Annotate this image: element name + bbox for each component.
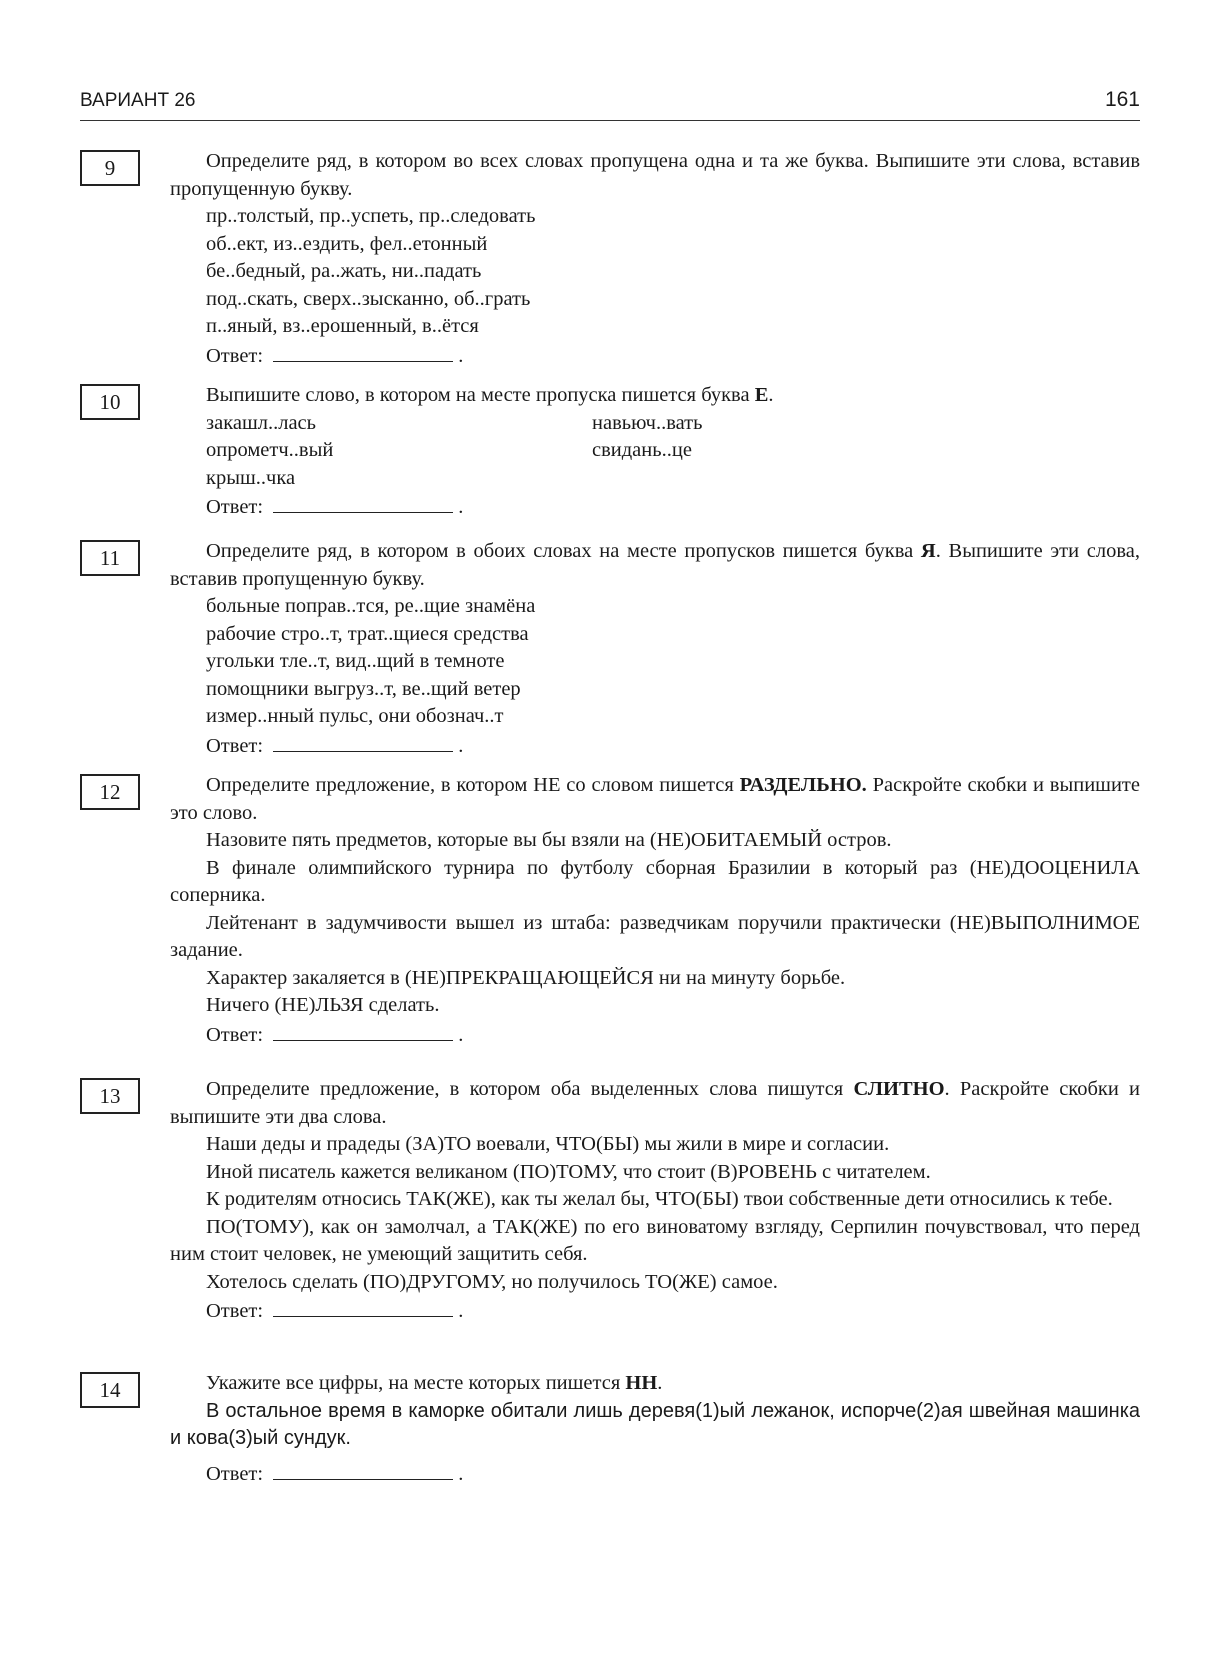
sentence: Хотелось сделать (ПО)ДРУГОМУ, но получилось ТО(ЖЕ) самое. bbox=[206, 1270, 778, 1293]
sentence: Лейтенант в задумчивости вышел из штаба: разведчикам поручили практически (НЕ)ВЫПОЛНИМОЕ задание. bbox=[170, 911, 1140, 961]
list-item: больные поправ..тся, ре..щие знамёна bbox=[206, 595, 536, 617]
list-item: под..скать, сверх..зысканно, об..грать bbox=[206, 287, 531, 310]
answer-input[interactable] bbox=[273, 494, 453, 513]
sentence: К родителям относись ТАК(ЖЕ), как ты желал бы, ЧТО(БЫ) твои собственные дети относились к тебе. bbox=[206, 1188, 1113, 1210]
list-item: крыш..чка bbox=[206, 466, 296, 489]
task-number-box: 12 bbox=[80, 774, 140, 810]
answer-label: Ответ: bbox=[206, 1300, 264, 1322]
sentence: Иной писатель кажется великаном (ПО)ТОМУ, что стоит (В)РОВЕНЬ с читателем. bbox=[206, 1160, 931, 1183]
answer-period: . bbox=[458, 1023, 464, 1046]
list-item: помощники выгруз..т, ве..щий ветер bbox=[206, 677, 521, 700]
list-item: опрометч..вый bbox=[206, 439, 334, 461]
sentence: Наши деды и прадеды (ЗА)ТО воевали, ЧТО(БЫ) мы жили в мире и согласии. bbox=[206, 1133, 890, 1155]
answer-row bbox=[170, 733, 1140, 761]
page-number: 161 bbox=[1104, 88, 1140, 111]
task-number-box: 10 bbox=[80, 384, 140, 420]
answer-label: Ответ: bbox=[206, 1023, 264, 1046]
sentence: Ничего (НЕ)ЛЬЗЯ сделать. bbox=[206, 994, 440, 1016]
list-item: закашл..лась bbox=[206, 411, 316, 434]
word-list bbox=[170, 203, 1140, 341]
answer-row bbox=[170, 494, 1140, 522]
task-number-box: 9 bbox=[80, 150, 140, 186]
task-question: Определите предложение, в котором оба выделенных слова пишутся СЛИТНО. Раскройте скобки и выпишите эти два слова. bbox=[170, 1078, 1141, 1128]
answer-period: . bbox=[458, 496, 464, 518]
answer-input[interactable] bbox=[273, 733, 453, 752]
task-10 bbox=[80, 382, 1140, 522]
sentence: В финале олимпийского турнира по футболу сборная Бразилии в который раз (НЕ)ДООЦЕНИЛА соперника. bbox=[170, 856, 1140, 906]
answer-label: Ответ: bbox=[206, 344, 264, 367]
task-12 bbox=[80, 772, 1140, 1049]
list-item: пр..толстый, пр..успеть, пр..следовать bbox=[206, 205, 536, 227]
answer-row bbox=[170, 1461, 1140, 1489]
answer-row bbox=[170, 1022, 1140, 1050]
answer-input[interactable] bbox=[273, 1298, 453, 1317]
answer-row bbox=[170, 1298, 1140, 1326]
task-question: Определите предложение, в котором НЕ со словом пишется РАЗДЕЛЬНО. Раскройте скобки и выпишите это слово. bbox=[170, 774, 1140, 824]
task-number-box: 11 bbox=[80, 540, 140, 576]
sentence: Назовите пять предметов, которые вы бы взяли на (НЕ)ОБИТАЕМЫЙ остров. bbox=[206, 829, 892, 851]
sentence: Характер закаляется в (НЕ)ПРЕКРАЩАЮЩЕЙСЯ ни на минуту борьбе. bbox=[206, 966, 846, 989]
answer-input[interactable] bbox=[273, 343, 453, 362]
task-13 bbox=[80, 1076, 1140, 1326]
list-item: свидань..це bbox=[592, 439, 692, 461]
task-11 bbox=[80, 538, 1140, 760]
list-item: бе..бедный, ра..жать, ни..падать bbox=[206, 260, 482, 282]
list-item: навьюч..вать bbox=[592, 411, 703, 434]
answer-period: . bbox=[458, 734, 464, 757]
task-14 bbox=[80, 1370, 1140, 1488]
task-number-box: 14 bbox=[80, 1372, 140, 1408]
task-question: Выпишите слово, в котором на месте пропуска пишется буква Е. bbox=[206, 384, 774, 406]
sentence: ПО(ТОМУ), как он замолчал, а ТАК(ЖЕ) по его виноватому взгляду, Серпилин почувствовал, что перед ним стоит человек, не умеющий защитить себя. bbox=[170, 1215, 1140, 1265]
answer-label: Ответ: bbox=[206, 734, 264, 757]
task-question: Определите ряд, в котором в обоих словах на месте пропусков пишется буква Я. Выпишите эти слова, вставив пропущенную букву. bbox=[170, 540, 1140, 590]
word-list bbox=[170, 593, 1140, 731]
answer-label: Ответ: bbox=[206, 1462, 264, 1485]
answer-input[interactable] bbox=[273, 1461, 453, 1480]
variant-title: ВАРИАНТ 26 bbox=[80, 90, 196, 111]
answer-period: . bbox=[458, 1462, 464, 1485]
task-text: В остальное время в каморке обитали лишь деревя(1)ый лежанок, испорче(2)ая швейная машинка и кова(3)ый сундук. bbox=[170, 1399, 1140, 1449]
answer-period: . bbox=[458, 344, 464, 367]
list-item: рабочие стро..т, трат..щиеся средства bbox=[206, 622, 529, 645]
list-item: об..ект, из..ездить, фел..етонный bbox=[206, 232, 488, 255]
list-item bbox=[592, 465, 892, 493]
task-number-box: 13 bbox=[80, 1078, 140, 1114]
answer-row bbox=[170, 343, 1140, 371]
list-item: п..яный, вз..ерошенный, в..ётся bbox=[206, 315, 479, 337]
answer-label: Ответ: bbox=[206, 496, 264, 518]
task-question: Определите ряд, в котором во всех словах пропущена одна и та же буква. Выпишите эти слова, вставив пропущенную букву. bbox=[170, 150, 1140, 200]
word-grid bbox=[170, 410, 1140, 493]
page-header bbox=[80, 86, 1140, 121]
task-question: Укажите все цифры, на месте которых пишется НН. bbox=[206, 1372, 663, 1394]
task-9 bbox=[80, 148, 1140, 370]
list-item: измер..нный пульс, они обознач..т bbox=[206, 705, 504, 727]
answer-input[interactable] bbox=[273, 1022, 453, 1041]
list-item: угольки тле..т, вид..щий в темноте bbox=[206, 650, 505, 672]
answer-period: . bbox=[458, 1300, 464, 1322]
